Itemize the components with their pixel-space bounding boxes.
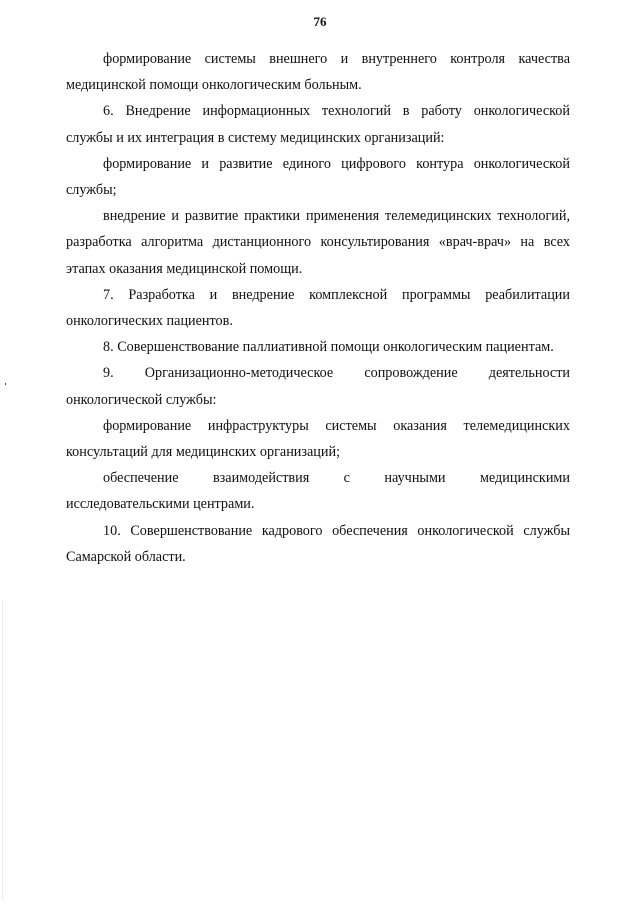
paragraph-item-10: 10. Совершенствование кадрового обеспечения онкологической службы Самарской области.: [66, 522, 570, 565]
paragraph-item-9: 9. Организационно-методическое сопровождение деятельности онкологической службы:: [66, 365, 570, 408]
scan-speck: [5, 383, 6, 385]
paragraph-quality-control: формирование системы внешнего и внутреннего контроля качества медицинской помощи онкологическим больным.: [66, 51, 570, 94]
paragraph-item-6: 6. Внедрение информационных технологий в работу онкологической службы и их интеграция в систему медицинских организаций:: [66, 103, 570, 146]
paragraph-digital-contour: формирование и развитие единого цифрового контура онкологической службы;: [66, 155, 570, 199]
paragraph-telemedicine: внедрение и развитие практики применения телемедицинских технологий, разработка алгоритма дистанционного консультирования «врач-врач» на всех этапах оказания медицинской помощи.: [66, 208, 570, 277]
document-body: [66, 46, 570, 570]
paragraph-research-centers: обеспечение взаимодействия с научными медицинскими исследовательскими центрами.: [66, 470, 570, 513]
page-number: 76: [313, 14, 327, 29]
scan-edge-shadow: [2, 600, 3, 900]
paragraph-item-8: 8. Совершенствование паллиативной помощи онкологическим пациентам.: [103, 339, 554, 356]
paragraph-telemedicine-infrastructure: формирование инфраструктуры системы оказания телемедицинских консультаций для медицинских организаций;: [66, 417, 570, 461]
paragraph-item-7: 7. Разработка и внедрение комплексной программы реабилитации онкологических пациентов.: [66, 286, 570, 330]
